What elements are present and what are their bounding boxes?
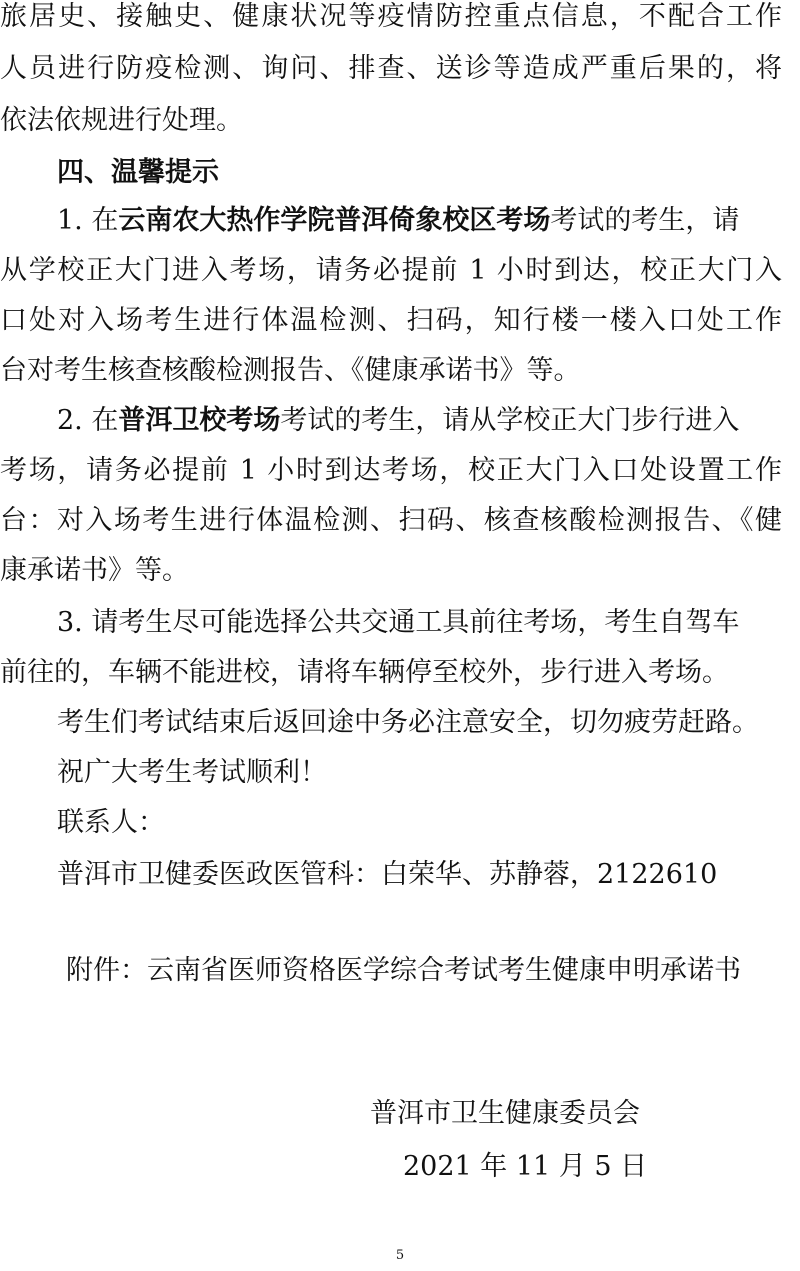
paragraph-line: 旅居史、接触史、健康状况等疫情防控重点信息，不配合工作 (0, 1, 782, 32)
item-2-rest: 考试的考生，请从学校正大门步行进入 (280, 405, 740, 436)
wish-text: 祝广大考生考试顺利！ (57, 757, 327, 788)
contact-detail: 普洱市卫健委医政医管科：白荣华、苏静蓉，2122610 (57, 859, 718, 890)
attachment-note: 附件：云南省医师资格医学综合考试考生健康申明承诺书 (66, 955, 741, 986)
safety-note: 考生们考试结束后返回途中务必注意安全，切勿疲劳赶路。 (57, 707, 759, 738)
signature-date: 2021 年 11 月 5 日 (403, 1151, 648, 1182)
item-3-first-line: 3. 请考生尽可能选择公共交通工具前往考场，考生自驾车 (57, 607, 740, 638)
item-2-prefix: 2. 在 (57, 405, 119, 436)
paragraph-line: 台：对入场考生进行体温检测、扫码、核查核酸检测报告、《健 (0, 505, 782, 536)
item-2-venue: 普洱卫校考场 (118, 405, 281, 436)
paragraph-line: 康承诺书》等。 (0, 555, 189, 586)
contact-label: 联系人： (57, 807, 165, 838)
paragraph-line: 依法依规进行处理。 (0, 105, 243, 136)
paragraph-line: 台对考生核查核酸检测报告、《健康承诺书》等。 (0, 355, 581, 386)
paragraph-line: 人员进行防疫检测、询问、排查、送诊等造成严重后果的，将 (0, 53, 782, 84)
item-1-venue: 云南农大热作学院普洱倚象校区考场 (118, 205, 551, 236)
item-2-first-line (57, 404, 782, 438)
item-1-prefix: 1. 在 (57, 205, 119, 236)
paragraph-line: 从学校正大门进入考场，请务必提前 1 小时到达，校正大门入 (0, 255, 782, 286)
paragraph-line: 前往的，车辆不能进校，请将车辆停至校外，步行进入考场。 (0, 657, 729, 688)
item-1-rest: 考试的考生，请 (550, 205, 740, 236)
paragraph-line: 考场，请务必提前 1 小时到达考场，校正大门入口处设置工作 (0, 455, 782, 486)
paragraph-line: 口处对入场考生进行体温检测、扫码，知行楼一楼入口处工作 (0, 305, 782, 336)
page-number: 5 (395, 1248, 405, 1263)
section-heading: 四、温馨提示 (57, 157, 219, 188)
signature-organization: 普洱市卫生健康委员会 (370, 1098, 640, 1129)
item-1-first-line (57, 204, 782, 238)
